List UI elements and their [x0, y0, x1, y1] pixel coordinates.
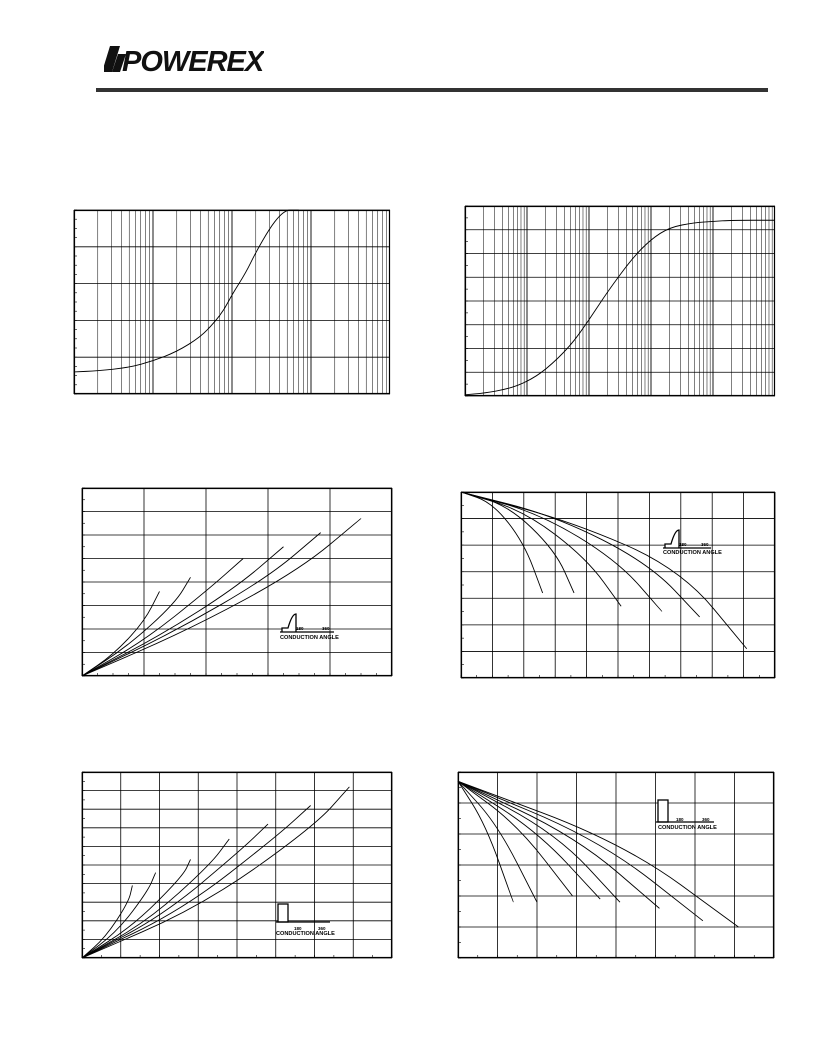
chart-5-grid — [82, 772, 392, 958]
chart-6-series-4 — [458, 781, 600, 899]
chart-5 — [82, 772, 392, 958]
chart-6-inset — [656, 800, 717, 831]
chart-1 — [74, 210, 390, 394]
chart-6-conduction-angle-label: CONDUCTION ANGLE — [658, 825, 717, 831]
chart-1-curves — [74, 210, 299, 372]
chart-2-grid — [465, 206, 775, 396]
chart-1-grid — [74, 210, 390, 394]
chart-4-series-1 — [461, 492, 543, 593]
chart-4-series-4 — [461, 492, 662, 612]
chart-6 — [458, 772, 774, 958]
waveform-icon — [665, 530, 679, 548]
chart-5-inset-tick-180: 180 — [294, 926, 302, 931]
square-waveform-icon — [278, 904, 288, 922]
chart-4-inset-tick-360: 360 — [701, 542, 709, 547]
chart-6-inset-tick-180: 180 — [676, 817, 684, 822]
chart-2 — [465, 206, 775, 396]
chart-3 — [82, 488, 392, 676]
chart-5-inset-tick-360: 360 — [318, 926, 326, 931]
chart-6-inset-tick-360: 360 — [702, 817, 710, 822]
chart-4 — [461, 492, 775, 678]
chart-2-curves — [465, 220, 775, 395]
chart-3-series-4 — [82, 547, 284, 676]
chart-5-series-2 — [82, 872, 156, 958]
chart-3-grid — [82, 488, 392, 676]
chart-1-series-1 — [74, 210, 299, 372]
chart-4-inset-tick-180: 180 — [679, 542, 687, 547]
chart-6-grid — [458, 772, 774, 958]
header-rule — [96, 88, 768, 92]
logo-wordmark: POWEREX — [122, 46, 264, 76]
chart-4-grid — [461, 492, 775, 678]
chart-3-series-3 — [82, 559, 243, 677]
chart-5-conduction-angle-label: CONDUCTION ANGLE — [276, 931, 335, 937]
waveform-icon — [282, 614, 296, 632]
powerex-logo — [104, 40, 264, 76]
square-waveform-icon — [658, 800, 668, 822]
chart-4-inset — [663, 530, 722, 556]
chart-3-conduction-angle-label: CONDUCTION ANGLE — [280, 635, 339, 641]
chart-3-series-5 — [82, 533, 321, 676]
chart-3-series-1 — [82, 591, 160, 676]
chart-2-series-1 — [465, 220, 775, 395]
chart-4-conduction-angle-label: CONDUCTION ANGLE — [663, 550, 722, 556]
chart-3-inset-tick-360: 360 — [322, 626, 330, 631]
chart-3-inset-tick-180: 180 — [296, 626, 304, 631]
chart-5-series-5 — [82, 824, 268, 958]
